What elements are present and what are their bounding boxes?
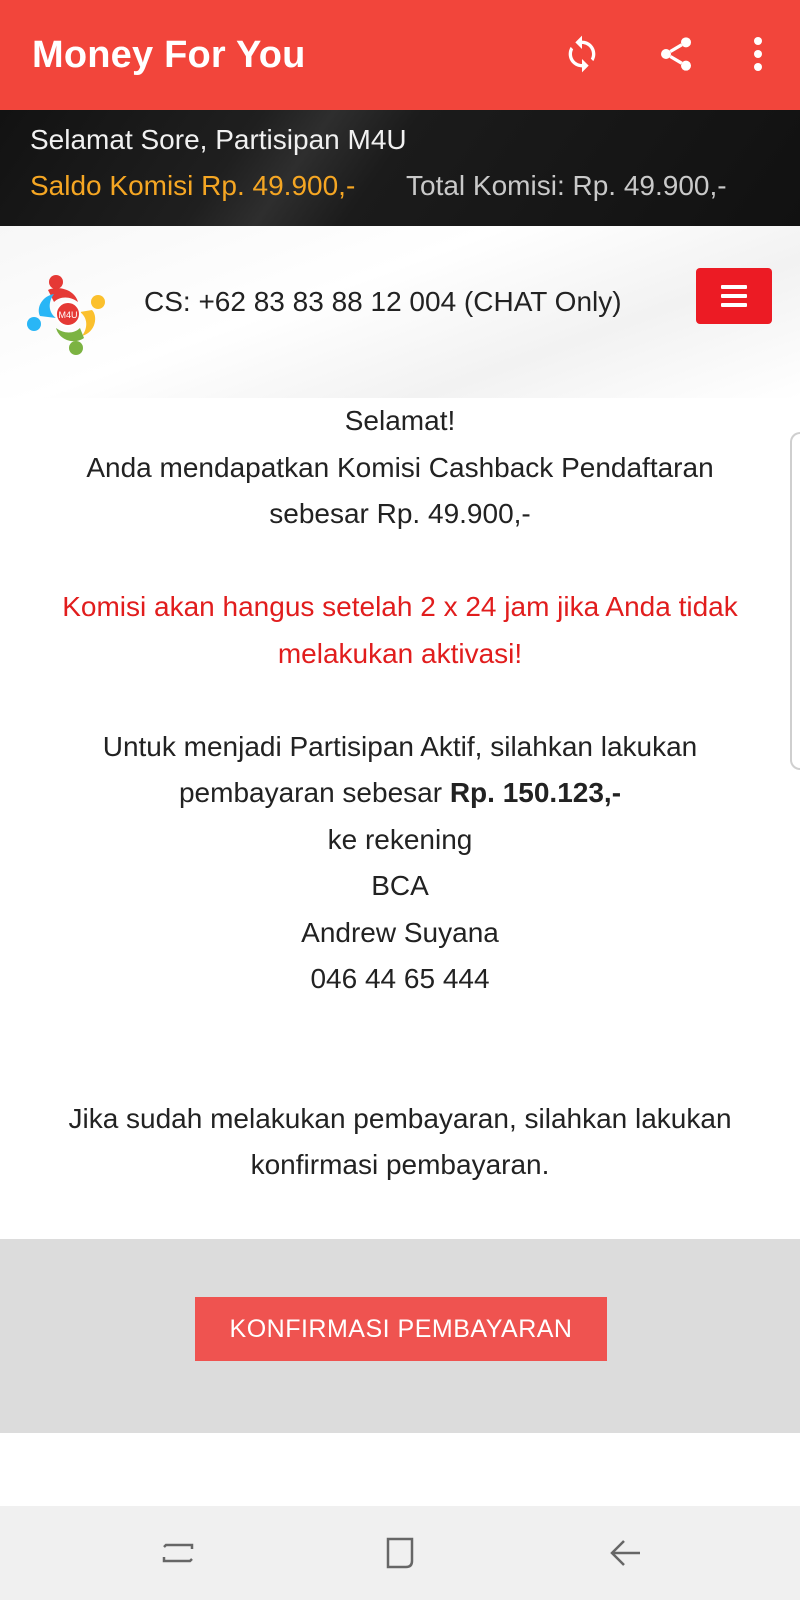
bank-name: BCA bbox=[371, 870, 429, 901]
confirm-payment-button[interactable]: KONFIRMASI PEMBAYARAN bbox=[195, 1297, 607, 1361]
home-icon[interactable] bbox=[370, 1528, 430, 1578]
m4u-logo bbox=[26, 272, 110, 356]
payment-prefix: pembayaran sebesar bbox=[178, 777, 450, 808]
cashback-amount-text: sebesar Rp. 49.900,- bbox=[269, 498, 531, 529]
recent-apps-icon[interactable] bbox=[148, 1528, 208, 1578]
hamburger-icon bbox=[721, 285, 747, 307]
cs-row bbox=[0, 226, 800, 398]
sync-icon[interactable] bbox=[554, 26, 610, 82]
warning-text-line1: Komisi akan hangus setelah 2 x 24 jam jika Anda tidak bbox=[62, 591, 738, 622]
app-bar bbox=[0, 0, 800, 110]
total-komisi: Total Komisi: Rp. 49.900,- bbox=[406, 170, 727, 201]
confirm-panel bbox=[0, 1239, 800, 1433]
account-holder: Andrew Suyana bbox=[301, 916, 499, 948]
svg-text:M4U: M4U bbox=[58, 310, 78, 320]
message-content bbox=[0, 398, 800, 1189]
cashback-text: Anda mendapatkan Komisi Cashback Pendaftaran bbox=[86, 451, 714, 483]
payment-amount-line bbox=[0, 770, 800, 817]
share-icon[interactable] bbox=[648, 26, 704, 82]
payment-amount: Rp. 150.123,- bbox=[449, 777, 622, 808]
back-icon[interactable] bbox=[596, 1528, 656, 1578]
confirm-instruction-line1: Jika sudah melakukan pembayaran, silahkan lakukan bbox=[68, 1102, 732, 1134]
hamburger-menu-button[interactable] bbox=[696, 268, 772, 324]
cs-contact: CS: +62 83 83 88 12 004 (CHAT Only) bbox=[144, 286, 622, 317]
edge-panel-handle[interactable] bbox=[790, 432, 800, 770]
to-account-text: ke rekening bbox=[327, 823, 473, 855]
more-vertical-icon[interactable] bbox=[730, 26, 786, 82]
confirm-instruction-line2: konfirmasi pembayaran. bbox=[250, 1149, 550, 1180]
congrats-heading: Selamat! bbox=[344, 405, 456, 436]
system-nav-bar bbox=[0, 1506, 800, 1600]
payment-instruction: Untuk menjadi Partisipan Aktif, silahkan lakukan bbox=[102, 730, 698, 762]
warning-text-line2: melakukan aktivasi! bbox=[277, 637, 523, 669]
greeting-text: Selamat Sore, Partisipan M4U bbox=[30, 124, 407, 155]
saldo-komisi: Saldo Komisi Rp. 49.900,- bbox=[30, 170, 356, 201]
balance-header bbox=[0, 110, 800, 226]
app-title: Money For You bbox=[32, 34, 306, 76]
account-number: 046 44 65 444 bbox=[310, 963, 490, 994]
